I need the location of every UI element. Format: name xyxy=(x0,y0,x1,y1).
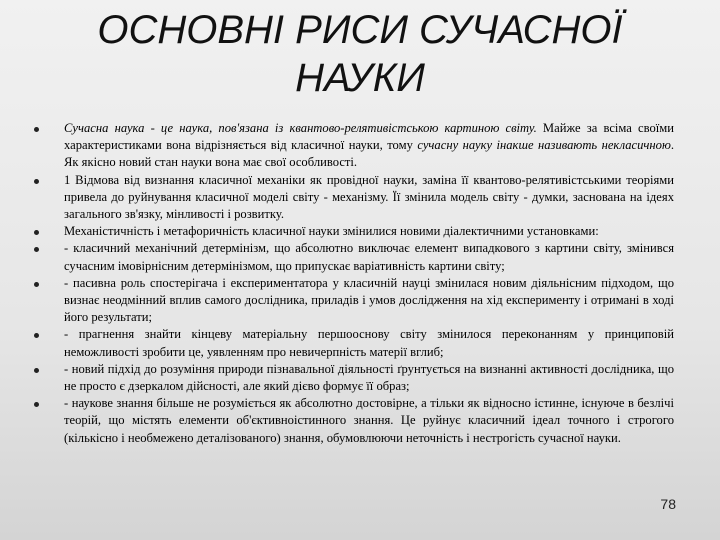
bullet-text-italic: Сучасна наука - це наука, пов'язана із квантово-релятивістською картиною світу. xyxy=(64,121,537,135)
bullet-list xyxy=(34,120,674,447)
slide-title: ОСНОВНІ РИСИ СУЧАСНОЇ НАУКИ xyxy=(97,8,623,100)
bullet-item xyxy=(34,326,674,360)
bullet-text-italic: сучасну науку інакше називають некласичною xyxy=(417,138,671,153)
bullet-dot-icon xyxy=(34,127,39,132)
bullet-text: - пасивна роль спостерігача і експериментатора у класичній науці змінилася новим діяльнісним підходом, що визнає неодмінний вплив самого дослідника, приладів і умов дослідження на хід експерименту і отримані в ході його результати; xyxy=(64,275,674,325)
bullet-dot-icon xyxy=(34,230,39,235)
bullet-dot-icon xyxy=(34,247,39,252)
bullet-text: - новий підхід до розуміння природи пізнавальної діяльності ґрунтується на визнанні активності дослідника, що не просто є дзеркалом дійсності, але який дієво формує її образ; xyxy=(64,361,674,394)
page-number: 78 xyxy=(660,496,676,512)
bullet-item xyxy=(34,120,674,172)
bullet-item xyxy=(34,172,674,224)
bullet-text: - наукове знання більше не розуміється як абсолютно достовірне, а тільки як відносно істинне, існуюче в безлічі теорій, що містять елементи об'єктивноістинного знання. Це руйнує класичний ідеал точного і строгого (кількісно і необмежено деталізованого) знання, обумовлюючи неточність і нестрогість сучасної науки. xyxy=(64,396,674,445)
bullet-dot-icon xyxy=(34,368,39,373)
bullet-item xyxy=(34,275,674,327)
bullet-item xyxy=(34,240,674,274)
bullet-text: . Як якісно новий стан науки вона має свої особливості. xyxy=(64,138,674,170)
bullet-item xyxy=(34,361,674,395)
bullet-text: Механістичність і метафоричність класичної науки змінилися новими діалектичними установками: xyxy=(64,224,599,239)
bullet-text: - прагнення знайти кінцеву матеріальну першооснову світу змінилося переконанням у принциповій неможливості зробити це, уявленням про невичерпність матерії вглиб; xyxy=(64,327,674,359)
bullet-text: 1 Відмова від визнання класичної механіки як провідної науки, заміна її квантово-релятивістськими теоріями привела до руйнування класичної моделі світу - механізму. Її змінила модель світу - думки, заснована на ідеях загального зв'язку, мінливості і розвитку. xyxy=(64,172,674,222)
bullet-dot-icon xyxy=(34,179,39,184)
bullet-dot-icon xyxy=(34,282,39,287)
bullet-item xyxy=(34,223,674,240)
bullet-text: Майже за всіма своїми характеристиками вона відрізняється від класичної науки, тому xyxy=(64,121,674,153)
bullet-item xyxy=(34,395,674,447)
bullet-dot-icon xyxy=(34,402,39,407)
bullet-dot-icon xyxy=(34,333,39,338)
bullet-text: - класичний механічний детермінізм, що абсолютно виключає елемент випадкового з картини світу, змінився сучасним імовірнісним детермінізмом, що припускає варіативність картини світу; xyxy=(64,241,674,273)
